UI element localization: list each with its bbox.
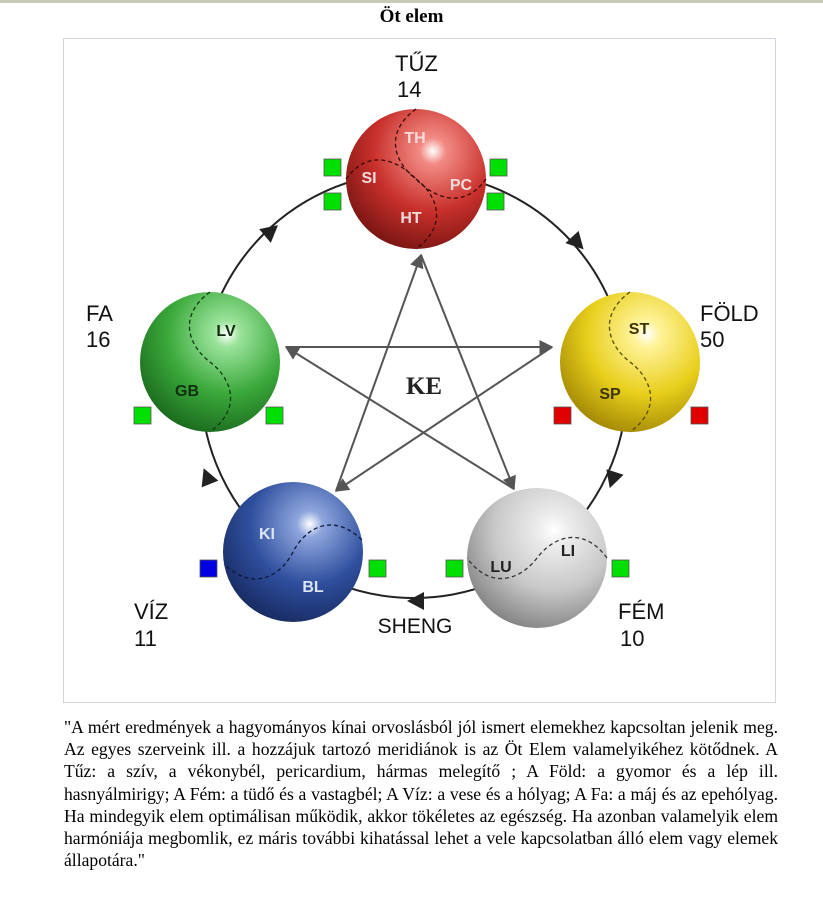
element-name: VÍZ <box>134 599 169 624</box>
element-water <box>134 482 386 651</box>
organ-label: TH <box>404 130 426 147</box>
element-name: FA <box>86 301 113 326</box>
cycle-arrow-water-wood <box>195 465 218 488</box>
five-elements-diagram <box>63 38 776 703</box>
organ-label: LV <box>216 323 236 340</box>
element-value: 16 <box>86 327 111 352</box>
organ-label: PC <box>449 177 473 194</box>
organ-label: SI <box>361 170 377 187</box>
organ-label: GB <box>175 383 199 400</box>
status-marker <box>612 560 629 577</box>
element-value: 10 <box>620 626 645 651</box>
organ-label: SP <box>599 386 621 403</box>
status-marker <box>554 407 571 424</box>
status-marker <box>487 193 504 210</box>
organ-label: LI <box>560 543 576 560</box>
status-marker <box>691 407 708 424</box>
element-name: FÉM <box>618 599 665 624</box>
status-marker <box>266 407 283 424</box>
element-value: 11 <box>134 626 157 651</box>
organ-label: KI <box>259 526 275 543</box>
element-value: 50 <box>700 327 725 352</box>
center-label: KE <box>405 373 443 400</box>
organ-label: ST <box>628 321 650 338</box>
status-marker <box>324 193 341 210</box>
cycle-arrow-wood-fire <box>259 218 284 243</box>
element-value: 14 <box>397 77 422 102</box>
organ-label: LU <box>490 559 512 576</box>
element-earth <box>554 292 759 432</box>
element-name: FÖLD <box>700 301 759 326</box>
status-marker <box>446 560 463 577</box>
organ-label: HT <box>400 210 422 227</box>
status-marker <box>369 560 386 577</box>
cycle-arrow-metal-water <box>407 592 424 610</box>
element-fire <box>324 51 507 249</box>
description-quote: "A mért eredmények a hagyományos kínai orvoslásból jól ismert elemekhez kapcsoltan jelenik meg. Az egyes szerveink ill. a hozzájuk tartozó meridiánok is az Öt Elem valamelyikéhez kötődnek. A Tűz: a szív, a vékonybél, pericardium, hármas melegítő ; A Föld: a gyomor és a lép ill. hasnyálmirigy; A Fém: a tüdő és a vastagbél; A Víz: a vese és a hólyag; A Fa: a máj és az epehólyag. Ha mindegyik elem optimálisan működik, akkor tökéletes az egészség. Ha azonban valamelyik elem harmóniája megbomlik, ez máris további kihatással lehet a vele kapcsolatban álló elem vagy elemek állapotára." <box>64 717 778 871</box>
status-marker <box>324 159 341 176</box>
status-marker <box>490 159 507 176</box>
ke-line-fire-metal <box>421 255 514 489</box>
status-marker <box>134 407 151 424</box>
ke-line-earth-water <box>336 347 552 491</box>
element-wood <box>86 292 283 432</box>
top-divider <box>0 0 823 3</box>
status-marker <box>200 560 217 577</box>
cycle-label: SHENG <box>377 615 453 638</box>
organ-label: BL <box>302 579 324 596</box>
page-title: Öt elem <box>379 6 444 27</box>
element-metal <box>446 488 664 651</box>
ke-line-metal-wood <box>286 347 514 489</box>
element-name: TŰZ <box>395 51 438 76</box>
cycle-arrow-fire-earth <box>565 231 590 256</box>
